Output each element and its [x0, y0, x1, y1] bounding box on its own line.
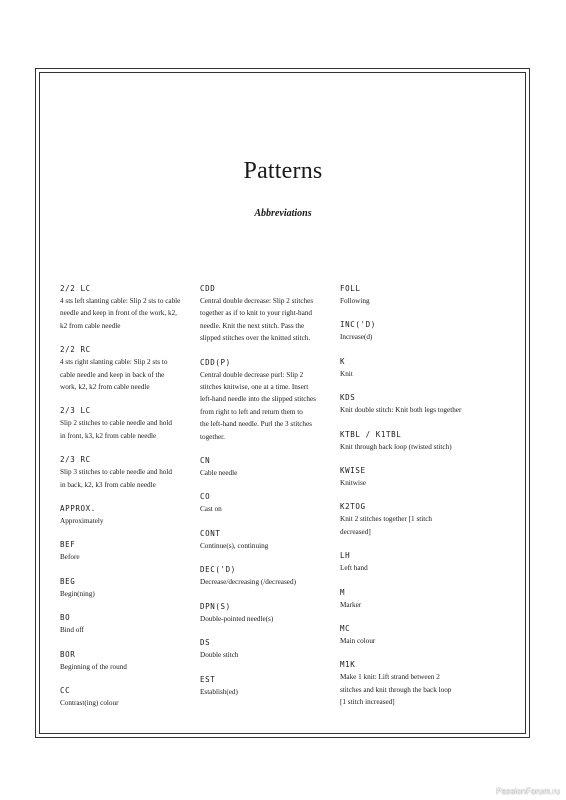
abbreviation-definition-line: slipped stitches over the knitted stitch. — [200, 334, 311, 343]
abbreviation-term: CN — [200, 456, 211, 466]
abbreviation-entry — [340, 659, 500, 708]
abbreviation-entry — [340, 623, 500, 647]
abbreviation-entry — [60, 503, 190, 527]
abbreviation-definition-line: k2 from cable needle — [60, 321, 121, 330]
abbreviation-entry — [60, 454, 190, 491]
abbreviation-definition-line: needle. Knit the next stitch. Pass the — [200, 321, 305, 330]
abbreviation-definition-line: decreased] — [340, 527, 371, 536]
abbreviation-definition-line: Increase(d) — [340, 333, 373, 342]
abbreviation-entry — [340, 501, 500, 538]
abbreviations-column-1 — [60, 283, 190, 722]
abbreviation-definition-line: Continue(s), continuing — [200, 541, 269, 550]
abbreviation-entry — [340, 587, 500, 611]
abbreviation-term: K — [340, 356, 346, 366]
abbreviation-definition-line: Central double decrease purl: Slip 2 — [200, 370, 304, 379]
abbreviation-term: CDD(P) — [200, 357, 231, 367]
abbreviation-term: APPROX. — [60, 504, 96, 514]
abbreviation-term: BEF — [60, 540, 76, 550]
abbreviation-definition-line: left-hand needle into the slipped stitches — [200, 395, 316, 404]
watermark-text: PassionForum.ru — [496, 787, 560, 796]
abbreviation-definition-line: Cast on — [200, 505, 222, 514]
abbreviation-entry — [60, 539, 190, 563]
abbreviation-entry — [60, 405, 190, 442]
abbreviation-entry — [200, 601, 330, 625]
abbreviation-term: M — [340, 587, 346, 597]
abbreviation-definition-line: work, k2, k2 from cable needle — [60, 383, 150, 392]
abbreviation-term: 2/3 LC — [60, 406, 91, 416]
abbreviations-column-2 — [200, 283, 330, 710]
abbreviation-definition-line: Cable needle — [200, 469, 238, 478]
abbreviation-term: EST — [200, 674, 216, 684]
abbreviation-definition-line: Beginning of the round — [60, 662, 127, 671]
abbreviation-entry — [200, 491, 330, 515]
abbreviation-definition-line: [1 stitch increased] — [340, 698, 395, 707]
abbreviation-entry — [200, 357, 330, 443]
abbreviation-term: K2TOG — [340, 502, 366, 512]
abbreviation-term: DPN(S) — [200, 601, 231, 611]
abbreviation-definition-line: Left hand — [340, 564, 368, 573]
abbreviation-definition-line: Slip 2 stitches to cable needle and hold — [60, 419, 172, 428]
abbreviation-definition-line: Knit through back loop (twisted stitch) — [340, 442, 452, 451]
abbreviation-entry — [340, 429, 500, 453]
page-title: Patterns — [243, 158, 323, 185]
abbreviation-entry — [60, 612, 190, 636]
abbreviation-term: CC — [60, 686, 71, 696]
abbreviation-definition-line: Double stitch — [200, 651, 239, 660]
abbreviation-definition-line: 4 sts right slanting cable: Slip 2 sts to — [60, 358, 168, 367]
abbreviation-definition-line: Knitwise — [340, 479, 366, 488]
abbreviation-definition-line: Before — [60, 553, 80, 562]
abbreviation-definition-line: Central double decrease: Slip 2 stitches — [200, 297, 314, 305]
abbreviation-definition-line: Main colour — [340, 637, 376, 646]
abbreviation-entry — [60, 283, 190, 332]
abbreviation-term: KWISE — [340, 466, 366, 476]
abbreviation-term: 2/2 RC — [60, 345, 91, 355]
abbreviation-definition-line: stitches and knit through the back loop — [340, 685, 452, 694]
abbreviation-entry — [340, 356, 500, 380]
abbreviation-term: 2/2 LC — [60, 284, 91, 293]
abbreviation-entry — [340, 550, 500, 574]
abbreviation-definition-line: in front, k3, k2 from cable needle — [60, 431, 157, 440]
abbreviation-entry — [200, 564, 330, 588]
section-subtitle: Abbreviations — [254, 208, 312, 219]
abbreviation-definition-line: from right to left and return them to — [200, 407, 303, 416]
abbreviation-definition-line: Approximately — [60, 517, 104, 526]
abbreviation-term: CDD — [200, 284, 216, 293]
abbreviation-term: 2/3 RC — [60, 455, 91, 465]
abbreviation-definition-line: Establish(ed) — [200, 687, 238, 696]
abbreviation-definition-line: together. — [200, 432, 225, 441]
abbreviation-entry — [60, 576, 190, 600]
abbreviation-definition-line: Begin(ning) — [60, 589, 95, 598]
abbreviation-entry — [340, 392, 500, 416]
abbreviation-entry — [340, 465, 500, 489]
abbreviation-term: BO — [60, 613, 71, 623]
abbreviation-definition-line: Bind off — [60, 626, 85, 635]
abbreviation-entry — [200, 283, 330, 345]
abbreviation-entry — [200, 674, 330, 698]
abbreviation-definition-line: Knit double stitch: Knit both legs together — [340, 406, 462, 415]
abbreviations-column-3 — [340, 283, 500, 721]
abbreviation-definition-line: Knit 2 stitches together [1 stitch — [340, 515, 433, 524]
abbreviation-entry — [200, 637, 330, 661]
abbreviation-term: BEG — [60, 576, 76, 586]
abbreviation-entry — [60, 685, 190, 709]
abbreviation-term: DEC('D) — [200, 565, 236, 575]
abbreviation-entry — [200, 528, 330, 552]
abbreviation-term: M1K — [340, 660, 356, 670]
abbreviation-definition-line: cable needle and keep in back of the — [60, 370, 165, 379]
abbreviation-term: CO — [200, 492, 211, 502]
abbreviation-term: KTBL / K1TBL — [340, 429, 402, 439]
abbreviation-term: INC('D) — [340, 320, 376, 330]
abbreviation-term: CONT — [200, 528, 221, 538]
abbreviation-entry — [340, 319, 500, 343]
abbreviation-definition-line: Double-pointed needle(s) — [200, 614, 274, 623]
abbreviation-definition-line: Contrast(ing) colour — [60, 699, 119, 708]
abbreviation-definition-line: 4 sts left slanting cable: Slip 2 sts to cable — [60, 297, 181, 305]
abbreviation-definition-line: together as if to knit to your right-hand — [200, 309, 312, 318]
abbreviation-term: BOR — [60, 649, 76, 659]
abbreviation-entry — [340, 283, 500, 307]
abbreviation-definition-line: in back, k2, k3 from cable needle — [60, 480, 156, 489]
abbreviation-definition-line: stitches knitwise, one at a time. Insert — [200, 383, 309, 392]
abbreviation-definition-line: Make 1 knit: Lift strand between 2 — [340, 673, 440, 682]
abbreviation-definition-line: needle and keep in front of the work, k2, — [60, 309, 177, 318]
abbreviation-entry — [60, 649, 190, 673]
abbreviation-definition-line: Decrease/decreasing (/decreased) — [200, 578, 296, 587]
abbreviation-term: KDS — [340, 393, 356, 403]
abbreviation-entry — [60, 344, 190, 393]
abbreviation-definition-line: Slip 3 stitches to cable needle and hold — [60, 468, 172, 477]
abbreviation-term: DS — [200, 638, 211, 648]
abbreviation-definition-line: Marker — [340, 600, 362, 609]
abbreviation-term: MC — [340, 624, 351, 634]
abbreviation-term: LH — [340, 551, 351, 561]
abbreviation-definition-line: the left-hand needle. Purl the 3 stitches — [200, 420, 312, 429]
abbreviation-term: FOLL — [340, 284, 361, 293]
abbreviation-definition-line: Following — [340, 297, 370, 305]
abbreviation-entry — [200, 455, 330, 479]
abbreviation-definition-line: Knit — [340, 369, 353, 378]
